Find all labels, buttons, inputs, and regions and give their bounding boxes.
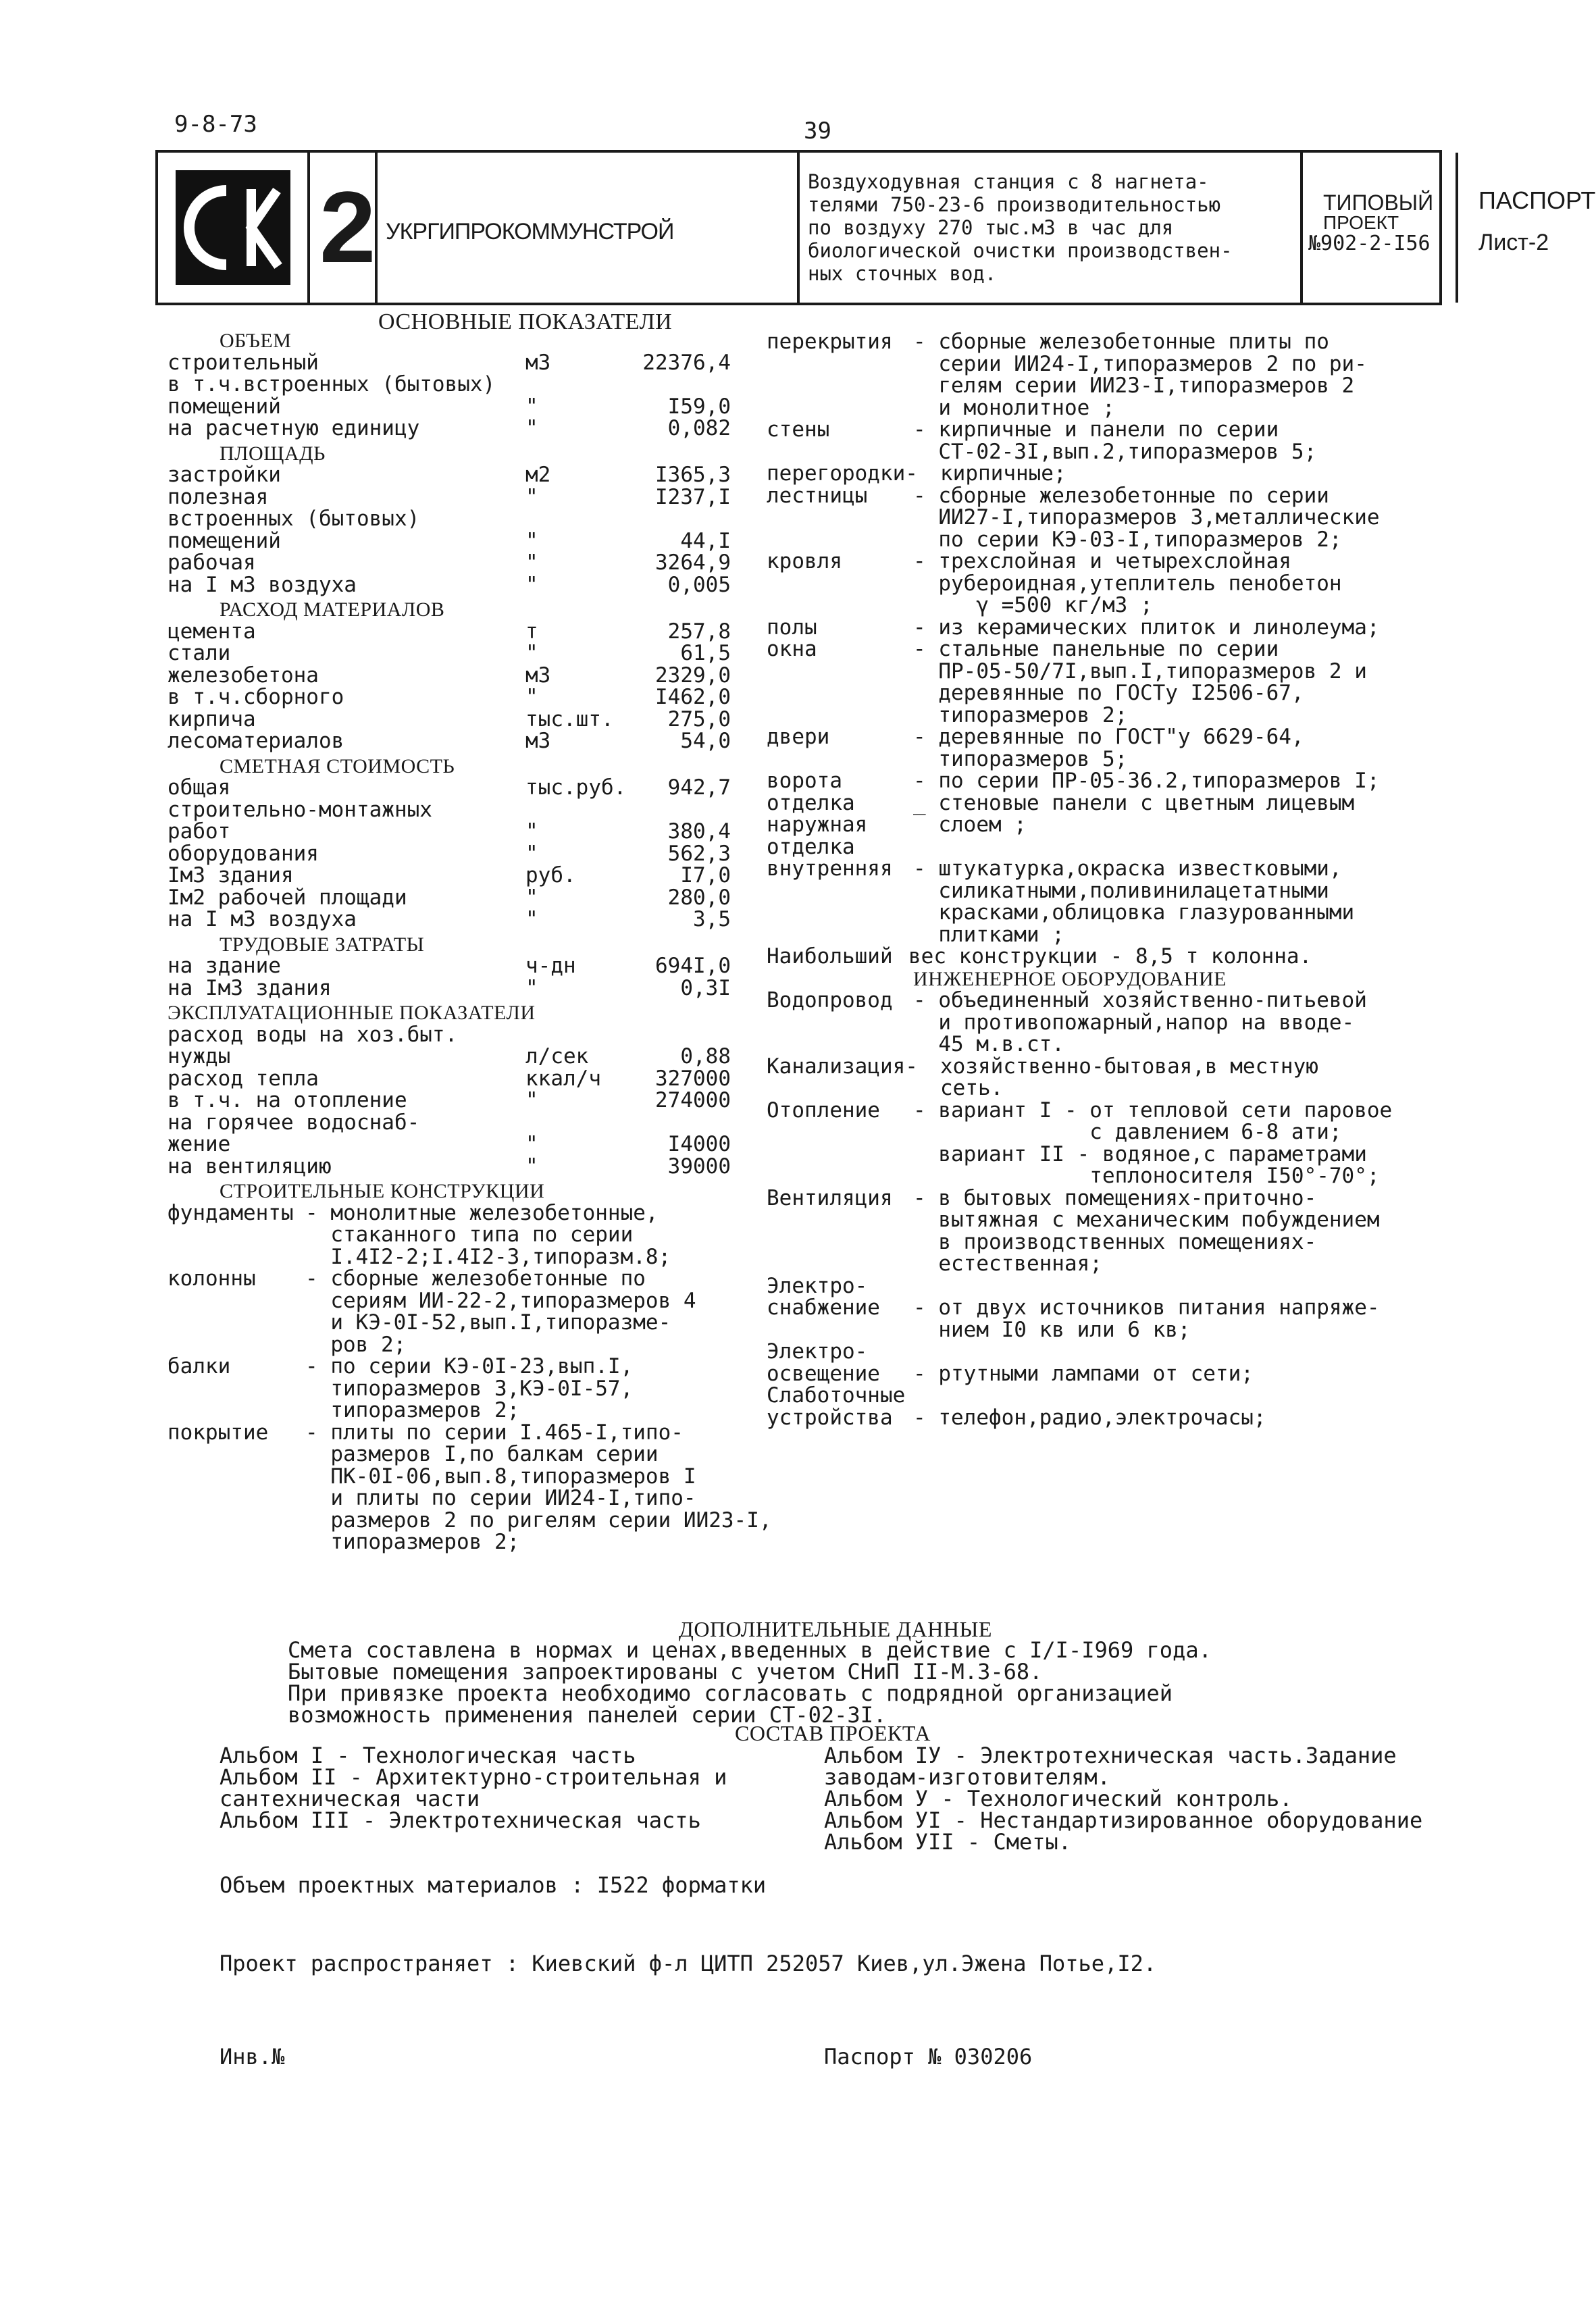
construction-line: типоразмеров 2; [305,1530,520,1554]
project-label-2: ПРОЕКТ [1323,212,1399,233]
construction-label: стены [767,417,830,442]
indicator-label: на горячее водоснаб- [168,1110,420,1135]
construction-line: сериям ИИ-22-2,типоразмеров 4 [305,1288,696,1313]
title-line-1: Воздуходувная станция с 8 нагнета- [808,170,1209,193]
document-code: 9-8-73 [174,111,257,138]
indicator-unit: руб. [525,863,576,888]
composition-title: СОСТАВ ПРОЕКТА [735,1721,931,1745]
construction-line: вес конструкции - 8,5 т колонна. [908,944,1312,969]
engineering-line: - вариант I - от тепловой сети паровое [913,1098,1393,1123]
indicator-unit: " [525,685,538,709]
indicator-label: полезная [168,484,269,509]
composition-left-3: сантехническая части [220,1786,480,1811]
construction-line: и КЭ-0I-52,вып.I,типоразме- [305,1310,671,1335]
composition-right-4: Альбом УI - Нестандартизированное оборудование [824,1807,1423,1833]
indicator-value: 694I,0 [655,954,731,978]
composition-right-2: заводам-изготовителям. [824,1764,1110,1790]
indicator-unit: тыс.шт. [525,706,614,731]
indicator-label: на I м3 воздуха [168,572,357,597]
construction-line: - стальные панельные по серии [913,637,1279,661]
engineering-label: Водопровод [767,988,893,1012]
indicator-unit: " [525,394,538,419]
composition-left-2: Альбом II - Архитектурно-строительная и [220,1764,727,1790]
project-cell [1303,153,1458,303]
distributor: Проект распространяет : Киевский ф-л ЦИТП 252057 Киев,ул.Эжена Потье,I2. [220,1951,1157,1976]
indicator-value: 44,I [680,528,731,553]
indicator-unit: " [525,1088,538,1112]
additional-line-4: возможность применения панелей серии СТ-02-3I. [288,1702,887,1728]
construction-line: _ стеновые панели с цветным лицевым [913,790,1355,815]
indicator-label: цемента [168,619,256,644]
construction-line: ИИ27-I,типоразмеров 3,металлические [913,505,1380,530]
indicator-unit: " [525,1154,538,1179]
construction-line: по серии КЭ-03-I,типоразмеров 2; [913,527,1342,552]
series-number: 2 [319,170,376,284]
engineering-label: Вентиляция [767,1185,893,1210]
indicator-unit: " [525,907,538,931]
logo-icon [176,170,290,285]
construction-line: рубероидная,утеплитель пенобетон [913,571,1342,596]
organization-cell [378,153,800,303]
construction-line: кирпичные; [940,461,1066,486]
engineering-line: хозяйственно-бытовая,в местную [940,1054,1318,1079]
construction-line: размеров I,по балкам серии [305,1442,659,1466]
project-label-1: ТИПОВЫЙ [1323,190,1434,215]
page-number: 39 [804,118,831,145]
indicator-label: работ [168,819,231,844]
construction-line: - сборные железобетонные плиты по [913,330,1329,354]
construction-line: - по серии ПР-05-36.2,типоразмеров I; [913,769,1380,793]
indicator-value: 257,8 [667,619,731,644]
indicator-value: 22376,4 [642,350,731,375]
construction-line: - штукатурка,окраска известковыми, [913,856,1342,881]
construction-line: деревянные по ГОСТу I2506-67, [913,681,1304,705]
construction-line: - плиты по серии I.465-I,типо- [305,1420,684,1445]
main-indicators-title: ОСНОВНЫЕ ПОКАЗАТЕЛИ [378,309,673,334]
indicator-label: кирпича [168,706,256,731]
indicator-label: помещений [168,528,281,553]
construction-label: ворота [767,769,842,793]
engineering-label: Электро- [767,1273,868,1298]
construction-label: внутренняя [767,856,893,881]
engineering-label: освещение [767,1361,880,1386]
indicator-label: встроенных (бытовых) [168,507,420,531]
indicator-label: оборудования [168,841,319,866]
engineering-line: - от двух источников питания напряже- [913,1295,1380,1320]
passport-label: ПАСПОРТ [1478,186,1596,214]
engineering-line: вариант II - водяное,с параметрами [913,1141,1367,1166]
construction-line: красками,облицовка глазурованными [913,900,1355,925]
section-title-labor: ТРУДОВЫЕ ЗАТРАТЫ [220,933,425,956]
composition-right-5: Альбом УII - Сметы. [824,1829,1072,1855]
indicator-unit: м3 [525,350,551,375]
construction-line: типоразмеров 2; [913,702,1128,727]
construction-label: балки [168,1354,231,1379]
engineering-line: сеть. [940,1076,1004,1100]
engineering-line: 45 м.в.ст. [913,1032,1064,1056]
indicator-label: стали [168,641,231,665]
engineering-line: - в бытовых помещениях-приточно- [913,1185,1317,1210]
indicator-label: жение [168,1132,231,1156]
indicator-unit: " [525,1132,538,1156]
section-title-constructions: СТРОИТЕЛЬНЫЕ КОНСТРУКЦИИ [220,1180,545,1202]
inventory-label: Инв.№ [220,2044,285,2069]
construction-label: полы [767,615,817,640]
indicator-label: Iм3 здания [168,863,294,888]
section-title-cost: СМЕТНАЯ СТОИМОСТЬ [220,754,455,777]
indicator-label: застройки [168,463,281,487]
indicator-unit: тыс.руб. [525,775,627,800]
indicator-label: на I м3 воздуха [168,907,357,931]
indicator-value: I59,0 [667,394,731,419]
construction-line: серии ИИ24-I,типоразмеров 2 по ри- [913,351,1367,376]
indicator-value: I462,0 [655,685,731,709]
project-number: №902-2-I56 [1308,232,1431,255]
construction-line: типоразмеров 2; [305,1398,520,1422]
indicator-value: 0,88 [680,1044,731,1069]
engineering-line: - телефон,радио,электрочасы; [913,1405,1266,1430]
indicator-value: 2329,0 [655,663,731,688]
construction-line: I.4I2-2;I.4I2-3,типоразм.8; [305,1244,671,1269]
indicator-unit: ккал/ч [525,1066,601,1091]
indicator-value: 39000 [667,1154,731,1179]
section-title-materials: РАСХОД МАТЕРИАЛОВ [220,598,445,621]
indicator-value: 942,7 [667,775,731,800]
engineering-label: Отопление [767,1098,880,1123]
indicator-unit: " [525,975,538,1000]
construction-line: ПК-0I-06,вып.8,типоразмеров I [305,1464,696,1489]
composition-right-1: Альбом IУ - Электротехническая часть.Задание [824,1743,1397,1768]
indicator-label: в т.ч. на отопление [168,1088,407,1112]
construction-line: стаканного типа по серии [305,1223,634,1247]
engineering-line: вытяжная с механическим побуждением [913,1208,1380,1232]
construction-line: плитками ; [913,922,1064,947]
indicator-label: на Iм3 здания [168,975,332,1000]
construction-label: лестницы [767,483,868,508]
indicator-unit: м3 [525,663,551,688]
indicator-value: 280,0 [667,885,731,910]
construction-label: колонны [168,1266,256,1291]
engineering-label: Канализация- [767,1054,918,1079]
volume-materials: Объем проектных материалов : I522 форматки [220,1872,767,1898]
construction-line: СТ-02-3I,вып.2,типоразмеров 5; [913,439,1317,464]
indicator-label: рабочая [168,550,256,575]
indicator-value: I237,I [655,484,731,509]
construction-line: силикатными,поливинилацетатными [913,878,1329,903]
indicator-label: расход тепла [168,1066,319,1091]
indicator-value: 275,0 [667,706,731,731]
logo-cell [158,153,310,303]
construction-label: фундаменты [168,1200,294,1225]
additional-line-3: При привязке проекта необходимо согласовать с подрядной организацией [288,1680,1173,1706]
indicator-value: 61,5 [680,641,731,665]
indicator-value: 0,3I [680,975,731,1000]
indicator-value: 0,082 [667,416,731,440]
construction-line: ров 2; [305,1332,407,1357]
indicator-label: нужды [168,1044,231,1069]
indicator-label: на вентиляцию [168,1154,332,1179]
composition-right-3: Альбом У - Технологический контроль. [824,1786,1293,1811]
construction-line: слоем ; [913,813,1027,837]
indicator-value: I4000 [667,1132,731,1156]
construction-line: - сборные железобетонные по [305,1266,646,1291]
indicator-value: 3,5 [693,907,731,931]
indicator-unit: " [525,641,538,665]
indicator-value: 274000 [655,1088,731,1112]
engineering-line: в производственных помещениях- [913,1229,1317,1254]
construction-label: наружная [767,813,868,837]
engineering-line: теплоносителя I50°-70°; [913,1164,1380,1188]
construction-label: перекрытия [767,330,893,354]
indicator-value: 380,4 [667,819,731,844]
title-line-5: ных сточных вод. [808,262,997,285]
indicator-value: I365,3 [655,463,731,487]
organization-name: УКРГИПРОКОММУНСТРОЙ [386,219,674,245]
engineering-line: и противопожарный,напор на вводе- [913,1010,1355,1035]
indicator-unit: м3 [525,729,551,753]
indicator-label: строительный [168,350,319,375]
indicator-value: 3264,9 [655,550,731,575]
construction-line: размеров 2 по ригелям серии ИИ23-I, [305,1508,772,1533]
title-line-2: телями 750-23-6 производительностью [808,193,1221,216]
construction-label: двери [767,725,830,749]
construction-label: кровля [767,549,842,573]
indicator-unit: " [525,416,538,440]
construction-line: - сборные железобетонные по серии [913,483,1329,508]
construction-line: гелям серии ИИ23-I,типоразмеров 2 [913,374,1355,398]
indicator-label: строительно-монтажных [168,797,432,822]
indicator-unit: " [525,841,538,866]
indicator-unit: ч-дн [525,954,576,978]
construction-label: покрытие [168,1420,269,1445]
engineering-line: с давлением 6-8 ати; [913,1120,1342,1144]
construction-line: γ =500 кг/м3 ; [913,593,1153,617]
engineering-label: Слаботочные [767,1383,906,1408]
indicator-unit: " [525,484,538,509]
indicator-label: помещений [168,394,281,419]
indicator-unit: " [525,550,538,575]
series-cell [310,153,378,303]
construction-label: окна [767,637,817,661]
indicator-value: I7,0 [680,863,731,888]
additional-data-title: ДОПОЛНИТЕЛЬНЫЕ ДАННЫЕ [679,1617,992,1641]
title-stamp [155,150,1596,305]
construction-line: - монолитные железобетонные, [305,1200,659,1225]
construction-line: - деревянные по ГОСТ"у 6629-64, [913,725,1304,749]
indicator-label: лесоматериалов [168,729,344,753]
engineering-line: - объединенный хозяйственно-питьевой [913,988,1367,1012]
title-line-3: по воздуху 270 тыс.м3 в час для [808,216,1174,239]
indicator-unit: т [525,619,538,644]
indicator-label: на здание [168,954,281,978]
section-title-volume: ОБЪЕМ [220,330,292,352]
additional-line-2: Бытовые помещения запроектированы с учетом СНиП II-М.3-68. [288,1659,1043,1685]
composition-left-1: Альбом I - Технологическая часть [220,1743,636,1768]
indicator-value: 54,0 [680,729,731,753]
section-title-area: ПЛОЩАДЬ [220,442,326,465]
indicator-unit: л/сек [525,1044,589,1069]
construction-label: перегородки- [767,461,918,486]
indicator-label: Iм2 рабочей площади [168,885,407,910]
engineering-title: ИНЖЕНЕРНОЕ ОБОРУДОВАНИЕ [913,967,1227,990]
construction-line: - по серии КЭ-0I-23,вып.I, [305,1354,634,1379]
indicator-label: общая [168,775,231,800]
indicator-label: в т.ч.сборного [168,685,344,709]
construction-line: и плиты по серии ИИ24-I,типо- [305,1486,696,1510]
engineering-label: Электро- [767,1339,868,1364]
engineering-line: естественная; [913,1252,1102,1276]
construction-line: - из керамических плиток и линолеума; [913,615,1380,640]
indicator-value: 327000 [655,1066,731,1091]
construction-line: - трехслойная и четырехслойная [913,549,1291,573]
indicator-label: на расчетную единицу [168,416,420,440]
indicator-label: расход воды на хоз.быт. [168,1022,458,1047]
indicator-label: в т.ч.встроенных (бытовых) [168,372,496,396]
construction-label: Наибольший [767,944,893,969]
title-cell [800,153,1303,303]
construction-line: и монолитное ; [913,395,1115,420]
additional-line-1: Смета составлена в нормах и ценах,введенных в действие с I/I-I969 года. [288,1637,1212,1663]
engineering-label: устройства [767,1405,893,1430]
title-line-4: биологической очистки производствен- [808,239,1233,262]
indicator-unit: " [525,885,538,910]
construction-line: типоразмеров 5; [913,746,1128,771]
indicator-label: железобетона [168,663,319,688]
indicator-unit: м2 [525,463,551,487]
construction-line: ПР-05-50/7I,вып.I,типоразмеров 2 и [913,659,1367,684]
sheet-label: Лист-2 [1478,230,1549,255]
engineering-label: снабжение [767,1295,880,1320]
construction-label: отделка [767,834,855,859]
engineering-line: - ртутными лампами от сети; [913,1361,1254,1386]
passport-number: Паспорт № 030206 [824,2044,1033,2069]
indicator-unit: " [525,528,538,553]
indicator-unit: " [525,819,538,844]
indicator-unit: " [525,572,538,597]
construction-line: - кирпичные и панели по серии [913,417,1279,442]
construction-label: отделка [767,790,855,815]
composition-left-4: Альбом III - Электротехническая часть [220,1807,701,1833]
section-title-operation: ЭКСПЛУАТАЦИОННЫЕ ПОКАЗАТЕЛИ [168,1002,536,1024]
construction-line: типоразмеров 3,КЭ-0I-57, [305,1376,634,1401]
indicator-value: 0,005 [667,572,731,597]
indicator-value: 562,3 [667,841,731,866]
engineering-line: нием I0 кв или 6 кв; [913,1317,1191,1342]
